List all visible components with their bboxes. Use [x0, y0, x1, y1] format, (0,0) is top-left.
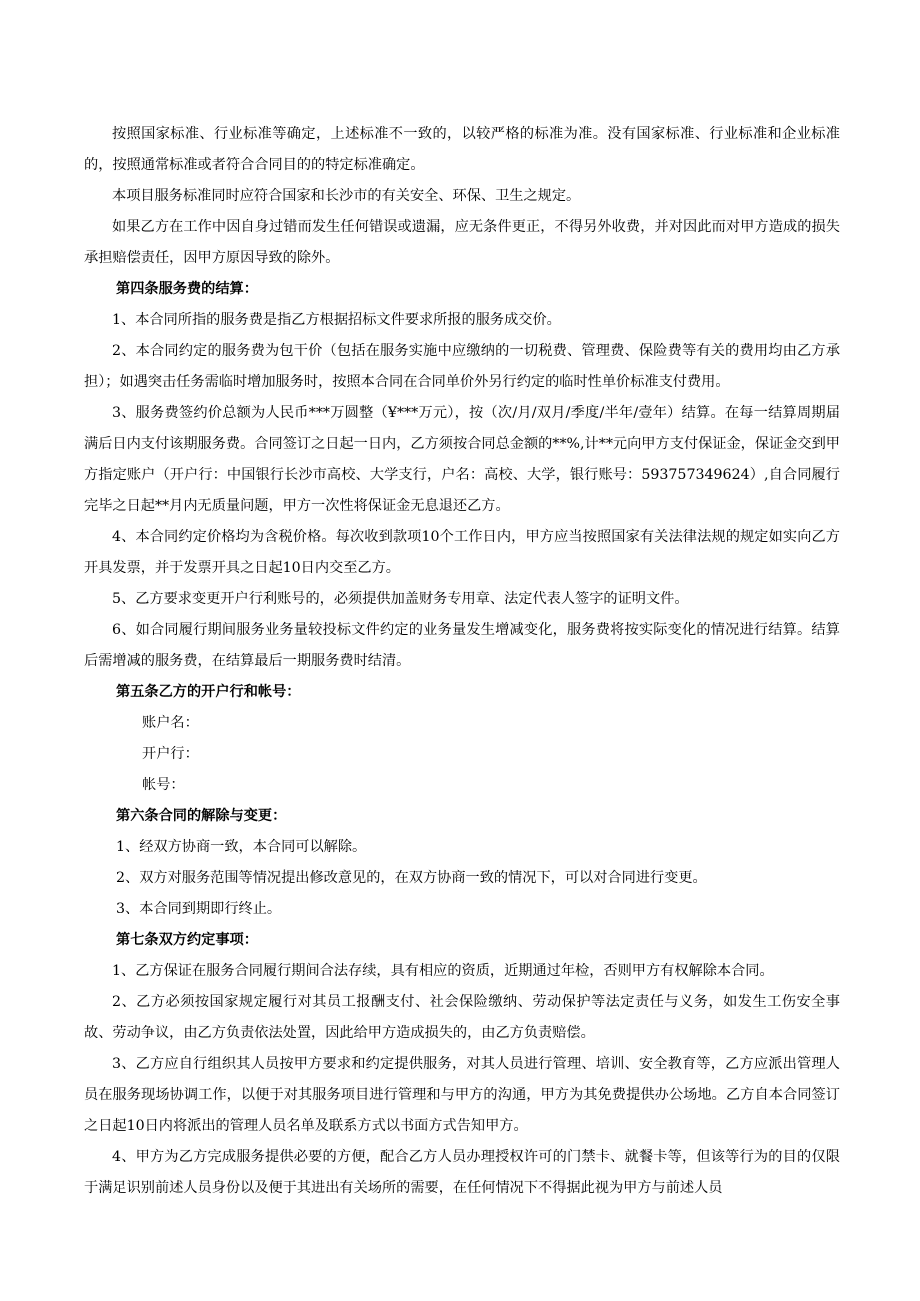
standards-paragraph: 按照国家标准、行业标准等确定，上述标准不一致的，以较严格的标准为准。没有国家标准、行业标准和企业标准的，按照通常标准或者符合合同目的的特定标准确定。: [84, 126, 840, 173]
article7-item: 4、甲方为乙方完成服务提供必要的方便，配合乙方人员办理授权许可的门禁卡、就餐卡等，但该等行为的目的仅限于满足识别前述人员身份以及便于其进出有关场所的需要，在任何情况下不得据此视为甲方与前述人员: [84, 1149, 840, 1196]
article4-item: 2、本合同约定的服务费为包干价（包括在服务实施中应缴纳的一切税费、管理费、保险费等有关的费用均由乙方承担）；如遇突击任务需临时增加服务时，按照本合同在合同单价外另行约定的临时性单价标准支付费用。: [84, 343, 840, 390]
article4-item: 3、服务费签约价总额为人民币***万圆整（¥***万元），按（次/月/双月/季度/半年/壹年）结算。在每一结算周期届满后日内支付该期服务费。合同签订之日起一日内，乙方须按合同总金额的**%,计**元向甲方支付保证金，保证金交到甲方指定账户（开户行：中国银行长沙市高校、大学支行，户名：高校、大学，银行账号：593757349624）,自合同履行完毕之日起**月内无质量问题，甲方一次性将保证金无息退还乙方。: [84, 405, 840, 514]
article7-heading: 第七条双方约定事项：: [116, 932, 258, 948]
error-liability-paragraph: 如果乙方在工作中因自身过错而发生任何错误或遗漏，应无条件更正，不得另外收费，并对因此而对甲方造成的损失承担赔偿责任，因甲方原因导致的除外。: [84, 219, 840, 266]
article7-item: 3、乙方应自行组织其人员按甲方要求和约定提供服务，对其人员进行管理、培训、安全教育等，乙方应派出管理人员在服务现场协调工作，以便于对其服务项目进行管理和与甲方的沟通，甲方为其免费提供办公场地。乙方自本合同签订之日起10日内将派出的管理人员名单及联系方式以书面方式告知甲方。: [84, 1056, 840, 1134]
article6-item: 3、本合同到期即行终止。: [116, 901, 282, 917]
article4-item: 5、乙方要求变更开户行利账号的，必须提供加盖财务专用章、法定代表人签字的证明文件。: [112, 591, 689, 607]
contract-page: [84, 119, 840, 1204]
article5-heading: 第五条乙方的开户行和帐号：: [116, 684, 301, 700]
article4-heading: 第四条服务费的结算：: [116, 281, 258, 297]
article4-item: 6、如合同履行期间服务业务量较投标文件约定的业务量发生增减变化，服务费将按实际变化的情况进行结算。结算后需增减的服务费，在结算最后一期服务费时结清。: [84, 622, 840, 669]
article6-heading: 第六条合同的解除与变更：: [116, 808, 287, 824]
bank-field: 开户行：: [142, 746, 199, 762]
article4-item: 1、本合同所指的服务费是指乙方根据招标文件要求所报的服务成交价。: [112, 312, 561, 328]
account-number-field: 帐号：: [142, 777, 185, 793]
article7-item: 2、乙方必须按国家规定履行对其员工报酬支付、社会保险缴纳、劳动保护等法定责任与义务，如发生工伤安全事故、劳动争议，由乙方负责依法处置，因此给甲方造成损失的，由乙方负责赔偿。: [84, 994, 840, 1041]
article6-item: 1、经双方协商一致，本合同可以解除。: [116, 839, 367, 855]
article6-item: 2、双方对服务范围等情况提出修改意见的，在双方协商一致的情况下，可以对合同进行变更。: [116, 870, 707, 886]
safety-paragraph: 本项目服务标准同时应符合国家和长沙市的有关安全、环保、卫生之规定。: [112, 188, 581, 204]
article7-item: 1、乙方保证在服务合同履行期间合法存续，具有相应的资质，近期通过年检，否则甲方有权解除本合同。: [112, 963, 774, 979]
account-name-field: 账户名：: [142, 715, 199, 731]
article4-item: 4、本合同约定价格均为含税价格。每次收到款项10个工作日内，甲方应当按照国家有关法律法规的规定如实向乙方开具发票，并于发票开具之日起10日内交至乙方。: [84, 529, 840, 576]
